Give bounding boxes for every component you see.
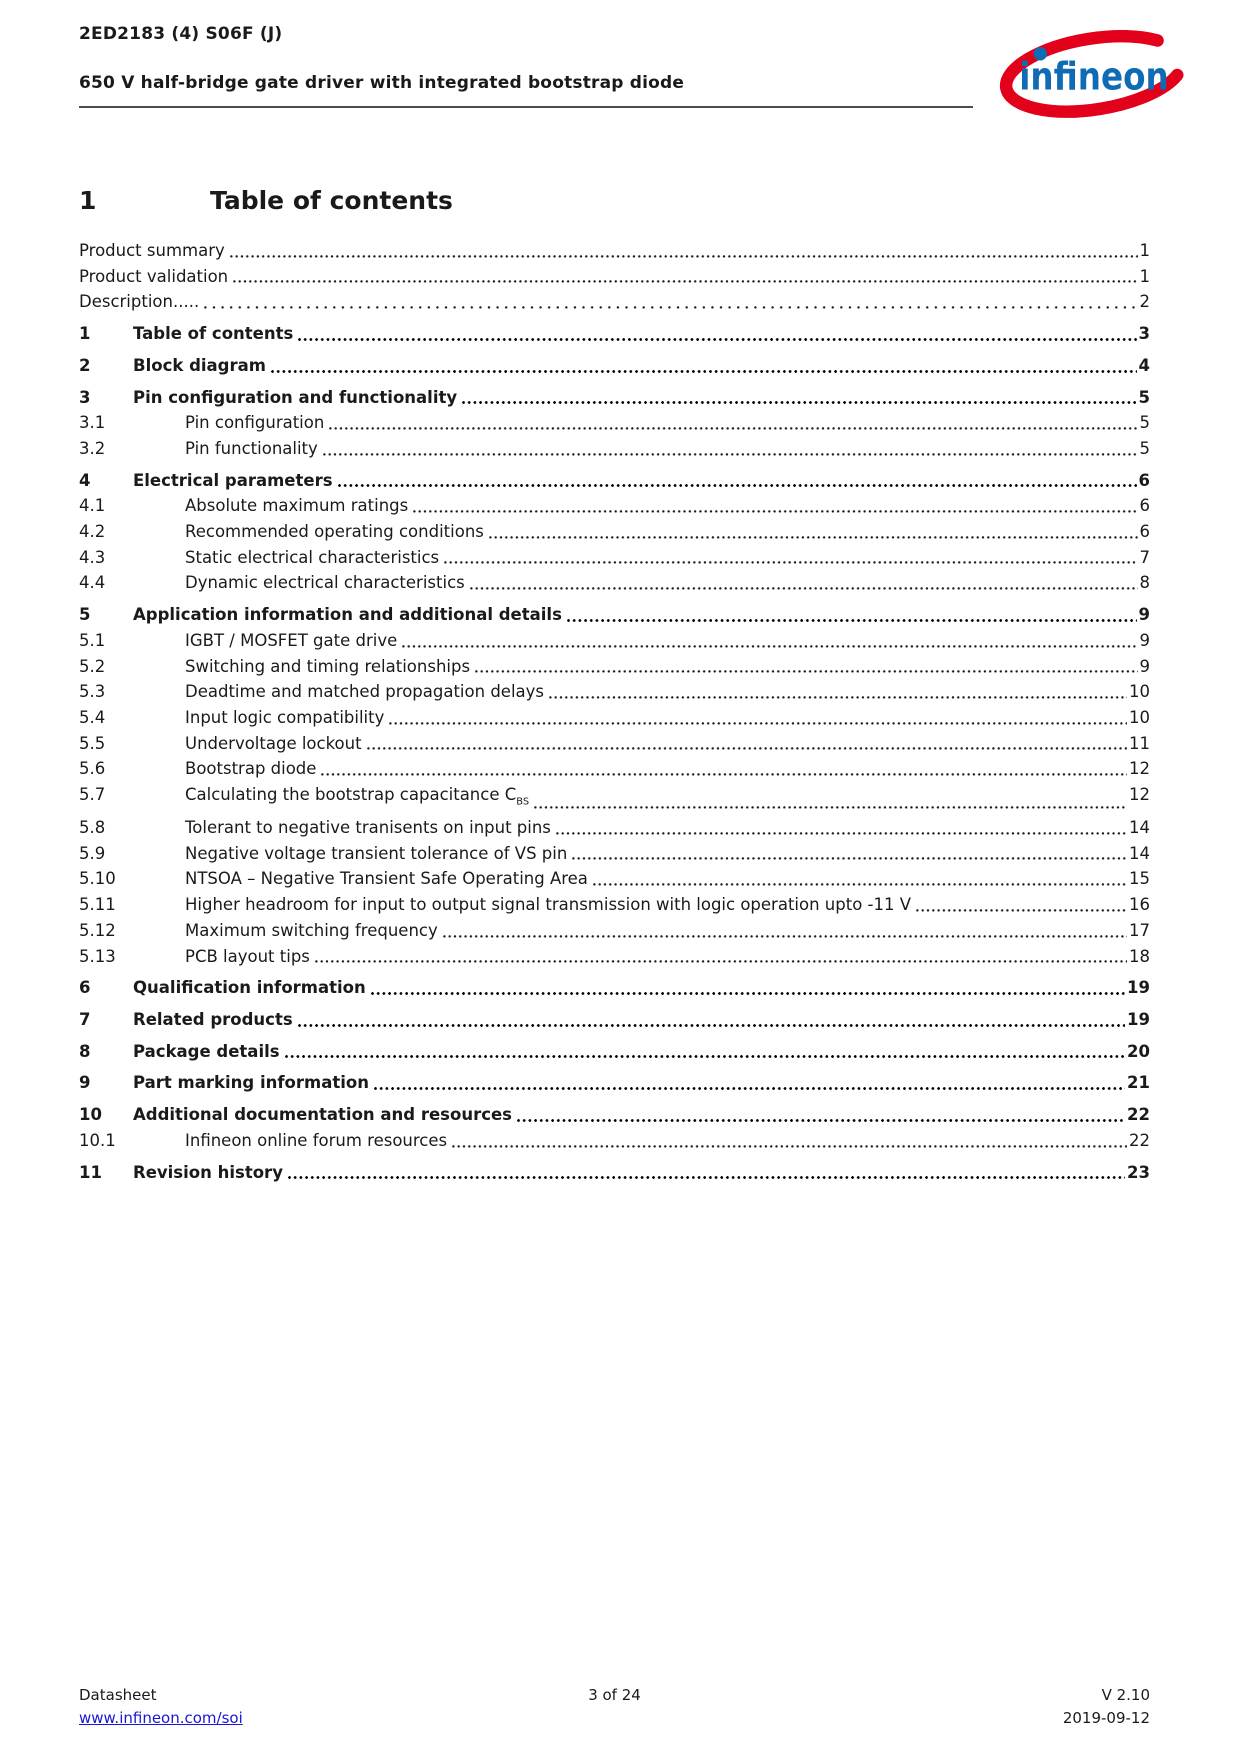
toc-entry-title: Revision history: [133, 1162, 283, 1182]
toc-entry[interactable]: [79, 321, 1150, 347]
dot-leader: [233, 280, 1137, 283]
toc-entry[interactable]: [79, 1007, 1150, 1033]
toc-entry-number: 4: [79, 470, 91, 490]
toc-entry-title: IGBT / MOSFET gate drive: [185, 630, 398, 650]
toc-entry-title: Package details: [133, 1041, 280, 1061]
footer-version: V 2.10: [1101, 1686, 1150, 1704]
dot-leader: [517, 1119, 1125, 1122]
toc-entry[interactable]: [79, 436, 1150, 462]
dot-leader: [916, 909, 1127, 912]
toc-entry-number: 5.8: [79, 818, 106, 838]
toc-entry[interactable]: [79, 705, 1150, 731]
toc-entry-title: Calculating the bootstrap capacitance $C_{BS}$: [185, 785, 530, 808]
toc-entry-title: Higher headroom for input to output signal transmission with logic operation upto -11 V: [185, 895, 912, 915]
toc-entry-title: NTSOA – Negative Transient Safe Operating Area: [185, 869, 588, 889]
toc-entry-number: 5.12: [79, 920, 116, 940]
dot-leader: [371, 992, 1125, 995]
dot-leader: [572, 857, 1127, 860]
logo-wordmark: infineon: [1019, 54, 1169, 100]
dot-leader: [374, 1087, 1125, 1090]
toc-entry[interactable]: [79, 1039, 1150, 1065]
toc-entry[interactable]: [79, 410, 1150, 436]
toc-entry-title: Product summary: [79, 241, 225, 260]
toc-entry-title: Related products: [133, 1009, 293, 1029]
toc-entry-page: 6: [1138, 470, 1150, 490]
toc-entry-page: 8: [1139, 573, 1150, 593]
toc-entry-page: 15: [1129, 869, 1150, 889]
toc-entry-number: 10: [79, 1105, 102, 1125]
toc-entry[interactable]: [79, 815, 1150, 841]
toc-entry[interactable]: [79, 841, 1150, 867]
toc-entry[interactable]: [79, 866, 1150, 892]
toc-entry-title: Part marking information: [133, 1073, 369, 1093]
toc-entry-page: 19: [1127, 978, 1150, 998]
toc-entry-title: Pin configuration and functionality: [133, 387, 458, 407]
toc-entry-title: Table of contents: [133, 324, 294, 344]
toc-entry-page: 22: [1127, 1105, 1150, 1125]
toc-entry-title: Bootstrap diode: [185, 759, 317, 779]
toc-entry-number: 5.10: [79, 869, 116, 889]
toc-entry-page: 2: [1139, 292, 1150, 312]
toc-heading: [79, 186, 1150, 215]
footer-website-link[interactable]: www.infineon.com/soi: [79, 1709, 243, 1727]
toc-entry-number: 10.1: [79, 1130, 116, 1150]
dot-leader: [321, 773, 1127, 776]
toc-entry-page: 22: [1129, 1130, 1150, 1150]
dot-leader: [298, 338, 1136, 341]
toc-entry-number: 7: [79, 1009, 91, 1029]
toc-entry-page: 4: [1138, 355, 1150, 375]
table-of-contents: [79, 186, 1150, 1185]
toc-entry[interactable]: [79, 385, 1150, 411]
toc-entry-page: 18: [1129, 946, 1150, 966]
toc-entry[interactable]: [79, 782, 1150, 815]
dot-leader: [285, 1055, 1125, 1058]
dot-leader: [567, 619, 1137, 622]
header-divider: [79, 106, 973, 108]
toc-entry-page: 19: [1127, 1009, 1150, 1029]
dot-leader: [323, 453, 1138, 456]
dot-leader: [315, 960, 1127, 963]
toc-entry[interactable]: [79, 975, 1150, 1001]
toc-heading-title: Table of contents: [210, 186, 453, 215]
toc-entry-title: Pin functionality: [185, 438, 318, 458]
toc-entry-page: 10: [1129, 682, 1150, 702]
toc-entry-number: 4.1: [79, 496, 106, 516]
toc-entry-page: 21: [1127, 1073, 1150, 1093]
toc-entry[interactable]: [79, 654, 1150, 680]
toc-entry-number: 4.3: [79, 547, 106, 567]
toc-entry-number: 5.13: [79, 946, 116, 966]
dot-leader: [338, 484, 1137, 487]
toc-entry-number: 4.2: [79, 522, 106, 542]
toc-entry-number: 5.3: [79, 682, 106, 702]
toc-heading-number: 1: [79, 186, 97, 215]
dot-leader: [470, 587, 1138, 590]
toc-entry[interactable]: [79, 1160, 1150, 1186]
toc-entry-page: 5: [1139, 438, 1150, 458]
infineon-logo: [998, 26, 1190, 118]
toc-entry-page: 5: [1138, 387, 1150, 407]
toc-entry-page: 9: [1139, 656, 1150, 676]
toc-entry-title: Dynamic electrical characteristics: [185, 573, 465, 593]
dot-leader: [534, 806, 1127, 809]
dot-leader: [298, 1024, 1125, 1027]
toc-entry-title: Block diagram: [133, 355, 266, 375]
toc-entry-title: Description.....: [79, 292, 200, 312]
toc-entry[interactable]: [79, 731, 1150, 757]
dot-leader: [444, 561, 1137, 564]
toc-entry[interactable]: [79, 570, 1150, 596]
dot-leader: [593, 883, 1127, 886]
toc-entry[interactable]: [79, 468, 1150, 494]
toc-entry[interactable]: [79, 545, 1150, 571]
toc-entry-title: PCB layout tips: [185, 946, 310, 966]
toc-entry-title: Undervoltage lockout: [185, 733, 362, 753]
dot-leader: [230, 255, 1138, 258]
dot-leader: [452, 1145, 1127, 1148]
footer-doc-type: Datasheet: [79, 1686, 157, 1704]
toc-entry[interactable]: [79, 493, 1150, 519]
toc-entry-page: 23: [1127, 1162, 1150, 1182]
dot-leader: [462, 401, 1136, 404]
toc-entry-page: 5: [1139, 413, 1150, 433]
toc-entry[interactable]: [79, 519, 1150, 545]
toc-entry-number: 5.9: [79, 843, 106, 863]
toc-entry[interactable]: [79, 892, 1150, 918]
dot-leader: [443, 935, 1127, 938]
toc-entry-number: 3.2: [79, 438, 106, 458]
toc-entry-page: 3: [1138, 324, 1150, 344]
toc-entry-page: 7: [1139, 547, 1150, 567]
dot-leader: [556, 832, 1127, 835]
toc-entry-number: 5.1: [79, 630, 106, 650]
footer-page-indicator: 3 of 24: [588, 1686, 641, 1704]
toc-rows: [79, 238, 1150, 1185]
toc-entry[interactable]: [79, 238, 1150, 264]
toc-entry-number: 5: [79, 605, 91, 625]
footer-left: [79, 1684, 436, 1730]
toc-entry-page: 17: [1129, 920, 1150, 940]
toc-entry-page: 20: [1127, 1041, 1150, 1061]
toc-entry[interactable]: [79, 1102, 1150, 1128]
dot-leader: [288, 1176, 1125, 1179]
toc-entry-number: 1: [79, 324, 91, 344]
toc-entry-title: Absolute maximum ratings: [185, 496, 409, 516]
toc-entry-number: 6: [79, 978, 91, 998]
toc-entry-page: 14: [1129, 818, 1150, 838]
toc-entry[interactable]: [79, 1070, 1150, 1096]
dot-leader: [329, 427, 1137, 430]
toc-entry-page: 6: [1139, 496, 1150, 516]
toc-entry-title: Application information and additional details: [133, 605, 562, 625]
dot-leader: [475, 670, 1137, 673]
toc-entry-number: 5.7: [79, 785, 106, 805]
toc-entry-title: Recommended operating conditions: [185, 522, 484, 542]
toc-entry-number: 2: [79, 355, 91, 375]
toc-entry-title: Infineon online forum resources: [185, 1130, 448, 1150]
dot-leader: [413, 510, 1137, 513]
toc-entry-title: Switching and timing relationships: [185, 656, 471, 676]
dot-leader: [549, 696, 1127, 699]
toc-entry-number: 8: [79, 1041, 91, 1061]
toc-entry-page: 14: [1129, 843, 1150, 863]
toc-entry-number: 5.2: [79, 656, 106, 676]
toc-entry-page: 11: [1129, 733, 1150, 753]
toc-entry-title: Negative voltage transient tolerance of VS pin: [185, 843, 568, 863]
toc-entry-page: 9: [1138, 605, 1150, 625]
toc-entry-number: 4.4: [79, 573, 106, 593]
toc-entry-number: 11: [79, 1162, 102, 1182]
document-title: 650 V half-bridge gate driver with integrated bootstrap diode: [79, 73, 685, 93]
document-number: 2ED2183 (4) S06F (J): [79, 24, 283, 44]
toc-entry-title: Maximum switching frequency: [185, 920, 438, 940]
toc-entry-number: 3.1: [79, 413, 106, 433]
dot-leader: [271, 370, 1137, 373]
toc-entry-page: 10: [1129, 707, 1150, 727]
toc-entry[interactable]: [79, 756, 1150, 782]
page-footer: [79, 1684, 1150, 1730]
toc-entry-title: Additional documentation and resources: [133, 1105, 513, 1125]
toc-entry-page: 6: [1139, 522, 1150, 542]
toc-entry-page: 16: [1129, 895, 1150, 915]
toc-entry-number: 3: [79, 387, 91, 407]
dot-leader: [489, 536, 1138, 539]
dot-leader: [204, 306, 1137, 309]
toc-entry-number: 5.11: [79, 895, 116, 915]
footer-date: 2019-09-12: [1062, 1709, 1150, 1727]
toc-entry-title: Static electrical characteristics: [185, 547, 440, 567]
toc-entry-title: Pin configuration: [185, 413, 325, 433]
toc-entry-title-subscript: BS: [516, 796, 530, 808]
toc-entry[interactable]: [79, 264, 1150, 290]
dot-leader: [389, 722, 1127, 725]
document-header: [79, 24, 973, 108]
dot-leader: [402, 645, 1137, 648]
dot-leader: [367, 747, 1127, 750]
toc-entry[interactable]: [79, 602, 1150, 628]
toc-entry-title: Input logic compatibility: [185, 707, 385, 727]
toc-entry-page: 12: [1129, 759, 1150, 779]
toc-entry-page: 1: [1139, 241, 1150, 260]
toc-entry[interactable]: [79, 289, 1150, 315]
toc-entry-page: 12: [1129, 785, 1150, 805]
toc-entry-title: Electrical parameters: [133, 470, 333, 490]
toc-entry-title: Deadtime and matched propagation delays: [185, 682, 544, 702]
toc-entry-number: 5.5: [79, 733, 106, 753]
toc-entry[interactable]: [79, 944, 1150, 970]
toc-entry-number: 5.4: [79, 707, 106, 727]
toc-entry-page: 9: [1139, 630, 1150, 650]
toc-entry[interactable]: [79, 918, 1150, 944]
toc-entry-number: 5.6: [79, 759, 106, 779]
toc-entry[interactable]: [79, 353, 1150, 379]
toc-entry[interactable]: [79, 628, 1150, 654]
toc-entry-title: Qualification information: [133, 978, 366, 998]
footer-right: [793, 1684, 1150, 1730]
footer-center: [436, 1684, 793, 1730]
toc-entry[interactable]: [79, 679, 1150, 705]
toc-entry-page: 1: [1139, 266, 1150, 286]
toc-entry-title: Product validation: [79, 266, 229, 286]
toc-entry-title: Tolerant to negative tranisents on input pins: [185, 818, 551, 838]
toc-entry[interactable]: [79, 1128, 1150, 1154]
toc-entry-number: 9: [79, 1073, 91, 1093]
